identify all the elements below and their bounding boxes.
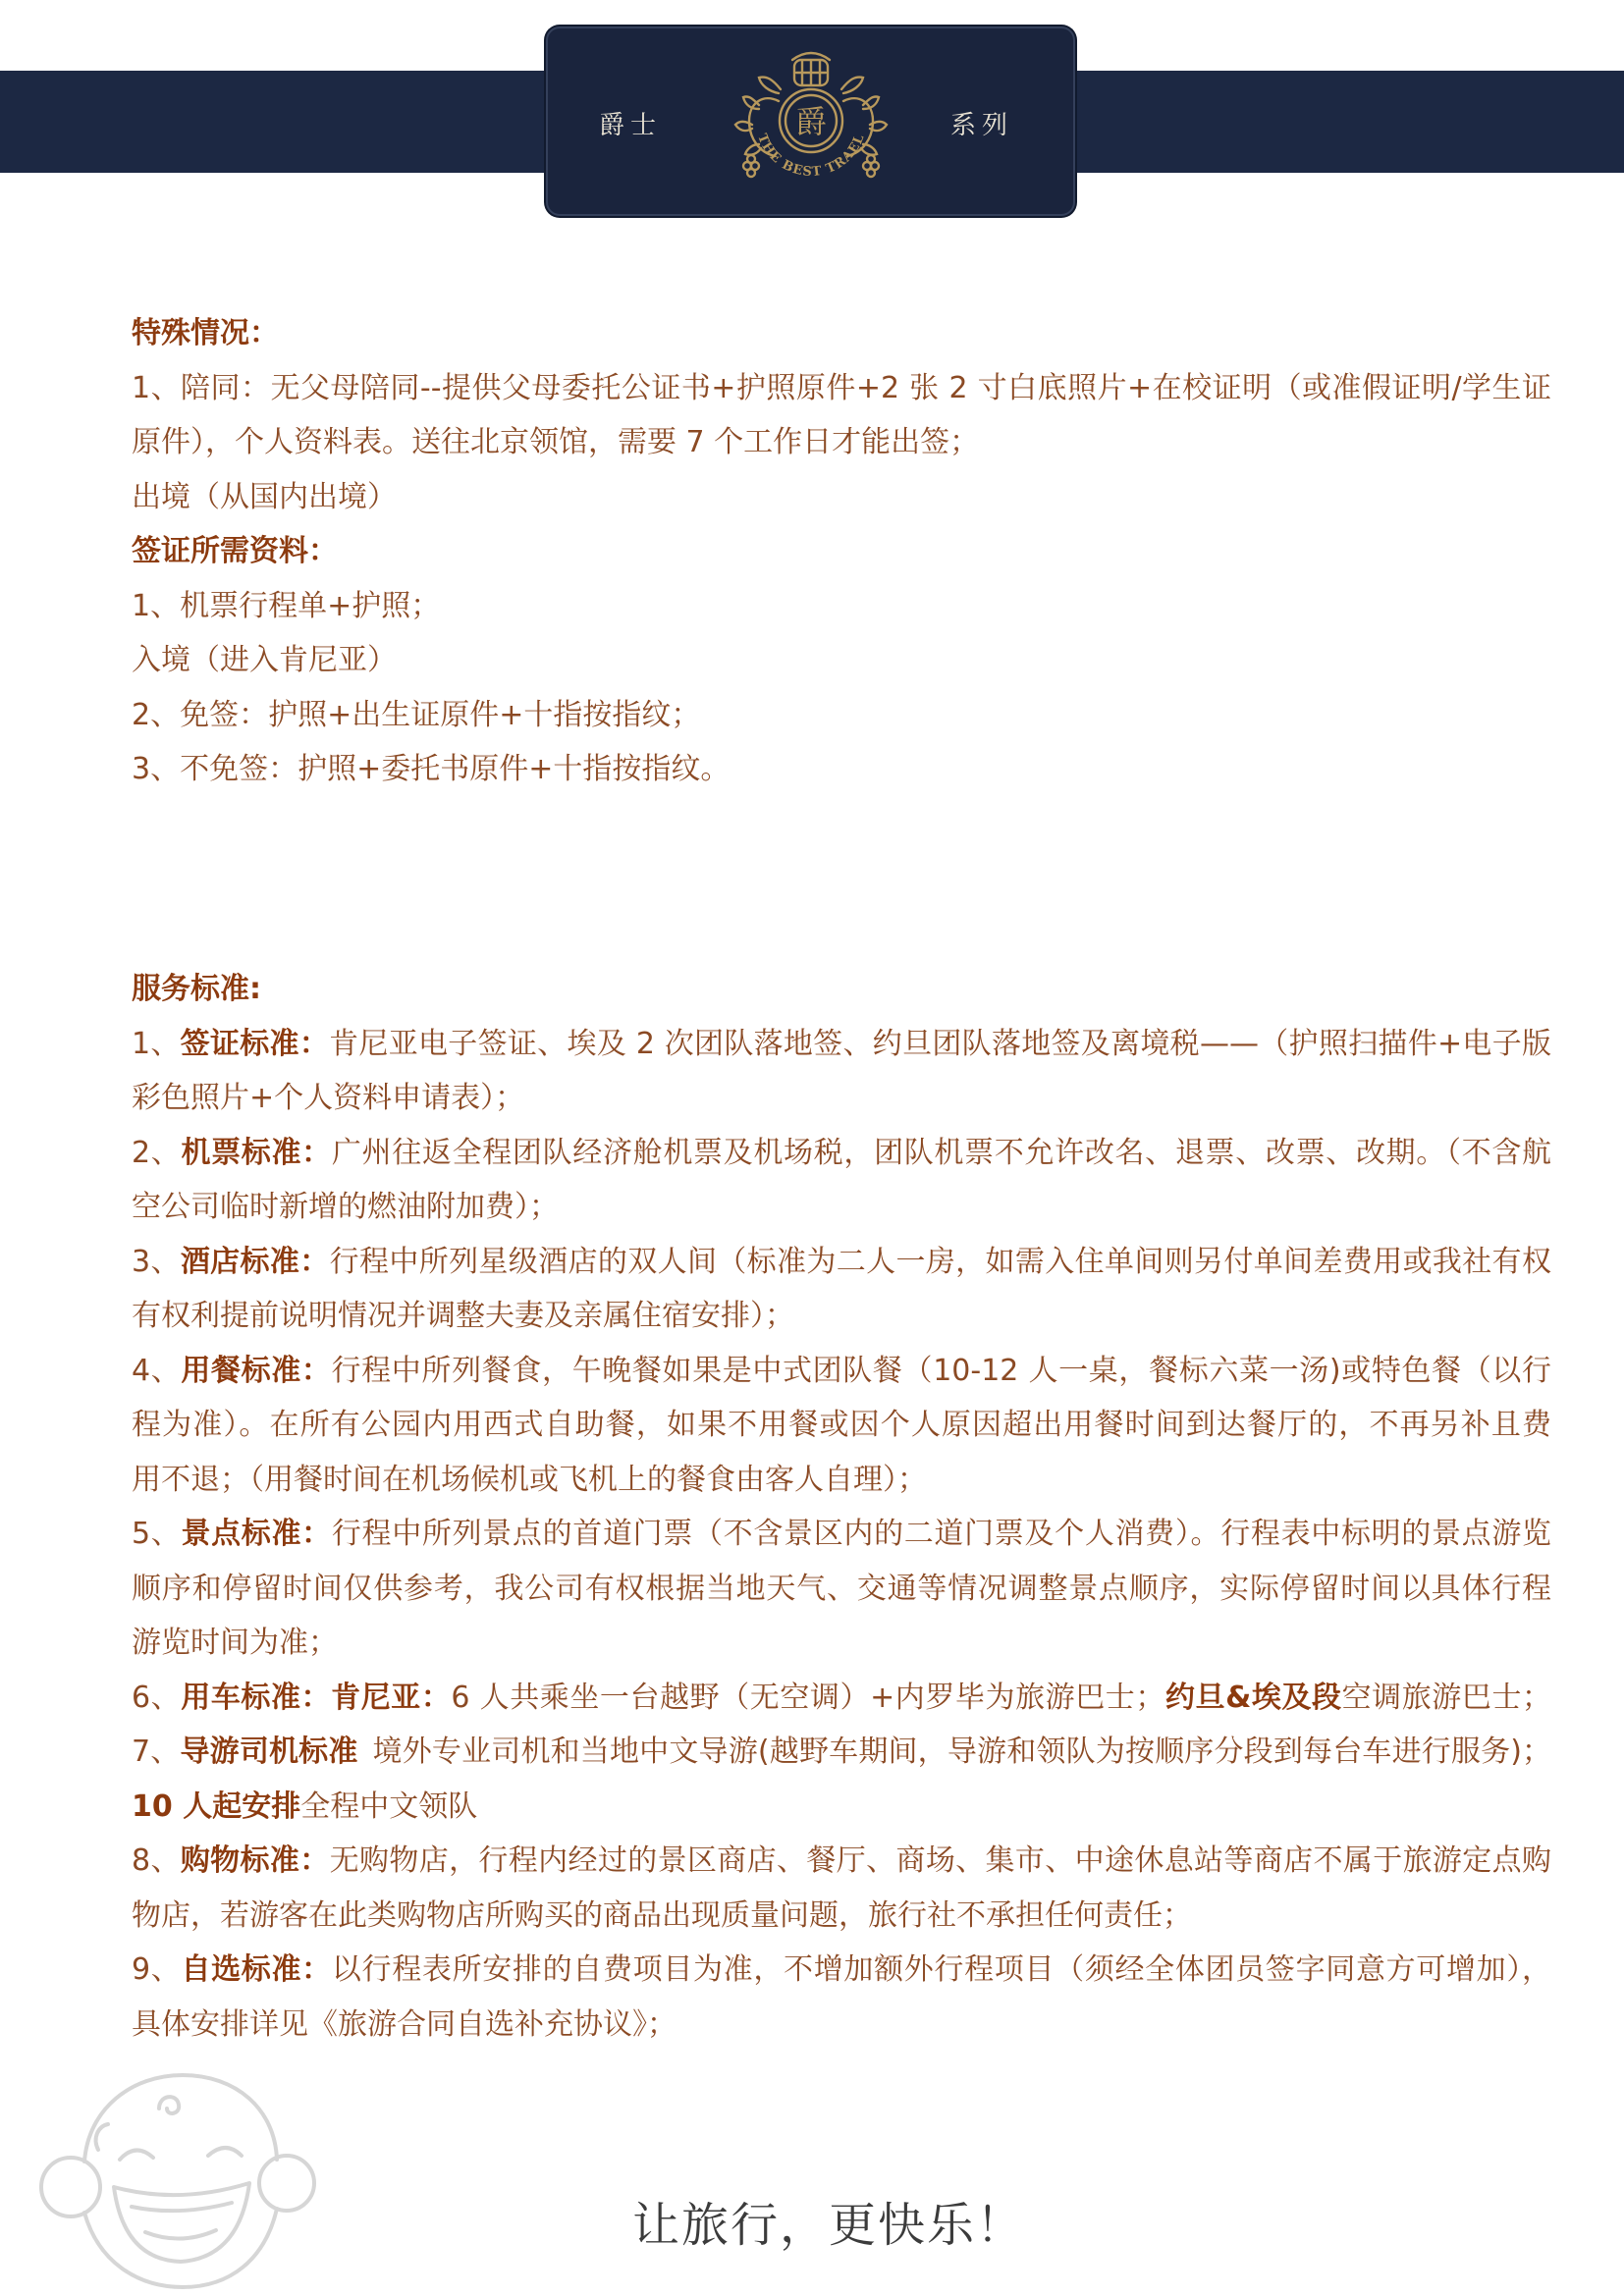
vehicle-text-jordan-egypt: 空调旅游巴士； <box>1341 1680 1551 1715</box>
item-label: 购物标准： <box>180 1843 330 1878</box>
special-conditions-section <box>132 306 1551 797</box>
optional-standard-line-2 <box>132 1998 1551 2053</box>
sight-standard-line-3 <box>132 1616 1551 1671</box>
series-left-label: 爵士 <box>599 111 663 140</box>
exit-title-line <box>132 470 1551 525</box>
logo-emblem-character: 爵 <box>794 103 828 140</box>
item-text: 以行程表所安排的自费项目为准，不增加额外行程项目（须经全体团员签字同意方可增加）， <box>331 1952 1551 1987</box>
item-number: 6、 <box>132 1680 182 1715</box>
item-label: 机票标准： <box>181 1135 332 1170</box>
logo-ring-text-path: THE BEST TRAEL <box>754 132 868 181</box>
accompany-line-1 <box>132 361 1551 416</box>
vehicle-standard-line <box>132 1671 1551 1726</box>
vehicle-text-kenya: 6 人共乘坐一台越野（无空调）+内罗毕为旅游巴士； <box>451 1680 1165 1715</box>
item-text: 游览时间为准； <box>132 1626 338 1660</box>
accompany-number: 1、 <box>132 370 182 405</box>
flight-standard-line-2 <box>132 1180 1551 1235</box>
tour-leader-note-bold: 10 人起安排 <box>132 1789 301 1824</box>
special-conditions-heading-line <box>132 306 1551 361</box>
item-text: 用不退；（用餐时间在机场候机或飞机上的餐食由客人自理）； <box>132 1462 927 1497</box>
item-number: 8、 <box>132 1843 181 1878</box>
entry-title-line <box>132 633 1551 688</box>
optional-standard-line-1 <box>132 1943 1551 1998</box>
brand-logo-emblem <box>720 30 902 213</box>
item-number: 7、 <box>132 1735 181 1769</box>
item-number: 3、 <box>132 1244 181 1279</box>
item-number: 1、 <box>132 1026 181 1061</box>
entry-item-2 <box>132 742 1551 797</box>
series-right-label: 系列 <box>950 111 1014 140</box>
item-text: 程为准）。在所有公园内用西式自助餐，如果不用餐或因个人原因超出用餐时间到达餐厅的，不再另补且费 <box>132 1408 1551 1442</box>
visa-standard-line-1 <box>132 1017 1551 1072</box>
vehicle-region-jordan-egypt: 约旦&埃及段 <box>1164 1680 1342 1715</box>
item-text: 空公司临时新增的燃油附加费）； <box>132 1190 559 1224</box>
accompany-text-2: 原件），个人资料表。送往北京领馆，需要 7 个工作日才能出签； <box>132 425 980 459</box>
service-standards-section <box>132 962 1551 2052</box>
item-label: 签证标准： <box>180 1026 330 1061</box>
vehicle-region-kenya: 肯尼亚： <box>331 1680 452 1715</box>
visa-docs-item <box>132 579 1551 634</box>
item-number: 2、 <box>132 1135 182 1170</box>
footer-slogan: 让旅行，更快乐！ <box>632 2198 1026 2253</box>
flight-standard-line-1 <box>132 1126 1551 1181</box>
item-label: 导游司机标准 <box>180 1735 358 1769</box>
special-conditions-heading: 特殊情况： <box>132 316 279 350</box>
item-text: 肯尼亚电子签证、埃及 2 次团队落地签、约旦团队落地签及离境税——（护照扫描件+电子版 <box>329 1026 1551 1061</box>
sight-standard-line-1 <box>132 1507 1551 1562</box>
item-text: 境外专业司机和当地中文导游(越野车期间，导游和领队为按顺序分段到每台车进行服务)； <box>372 1735 1551 1769</box>
item-text: 物店，若游客在此类购物店所购买的商品出现质量问题，旅行社不承担任何责任； <box>132 1897 1192 1933</box>
item-text: 行程中所列餐食，午晚餐如果是中式团队餐（10-12 人一桌，餐标六菜一汤)或特色餐（以行 <box>331 1353 1551 1388</box>
item-text: 广州往返全程团队经济舱机票及机场税，团队机票不允许改名、退票、改票、改期。（不含航 <box>331 1135 1551 1170</box>
guide-standard-line <box>132 1725 1551 1780</box>
item-text: 无购物店，行程内经过的景区商店、餐厅、商场、集市、中途休息站等商店不属于旅游定点购 <box>329 1843 1551 1878</box>
service-standards-heading-line <box>132 962 1551 1017</box>
sight-standard-line-2 <box>132 1562 1551 1617</box>
item-text: 行程中所列星级酒店的双人间（标准为二人一房，如需入住单间则另付单间差费用或我社有权 <box>329 1244 1551 1279</box>
visa-docs-heading-line <box>132 524 1551 579</box>
visa-docs-heading: 签证所需资料： <box>132 534 338 568</box>
item-text: 顺序和停留时间仅供参考，我公司有权根据当地天气、交通等情况调整景点顺序，实际停留时间以具体行程 <box>132 1571 1551 1606</box>
visa-docs-item-text: 1、机票行程单+护照； <box>132 588 441 623</box>
entry-item-1-text: 2、免签：护照+出生证原件+十指按指纹； <box>132 697 701 732</box>
shopping-standard-line-1 <box>132 1834 1551 1889</box>
visa-standard-line-2 <box>132 1071 1551 1126</box>
entry-title: 入境（进入肯尼亚） <box>132 643 397 677</box>
service-standards-heading: 服务标准: <box>132 972 261 1006</box>
item-text: 具体安排详见《旅游合同自选补充协议》； <box>132 2006 677 2042</box>
mascot-watermark-icon <box>29 2040 324 2293</box>
tour-leader-note-line <box>132 1780 1551 1835</box>
shopping-standard-line-2 <box>132 1889 1551 1944</box>
item-label: 用餐标准： <box>181 1353 332 1388</box>
item-number: 4、 <box>132 1353 182 1388</box>
entry-item-2-text: 3、不免签：护照+委托书原件+十指按指纹。 <box>132 752 731 786</box>
item-label: 自选标准： <box>181 1952 332 1987</box>
meal-standard-line-3 <box>132 1453 1551 1508</box>
item-label: 用车标准： <box>181 1680 332 1715</box>
accompany-text-1: 陪同：无父母陪同--提供父母委托公证书+护照原件+2 张 2 寸白底照片+在校证明（或准假证明/学生证 <box>181 370 1551 405</box>
item-label: 景点标准： <box>181 1517 332 1551</box>
item-number: 9、 <box>132 1952 182 1987</box>
meal-standard-line-2 <box>132 1398 1551 1453</box>
hotel-standard-line-2 <box>132 1289 1551 1344</box>
item-text: 行程中所列景点的首道门票（不含景区内的二道门票及个人消费）。行程表中标明的景点游览 <box>331 1517 1551 1551</box>
accompany-line-2 <box>132 415 1551 470</box>
entry-item-1 <box>132 688 1551 743</box>
exit-title: 出境（从国内出境） <box>132 479 397 514</box>
header-plaque <box>546 27 1075 216</box>
hotel-standard-line-1 <box>132 1235 1551 1290</box>
item-text: 有权利提前说明情况并调整夫妻及亲属住宿安排）； <box>132 1299 794 1333</box>
tour-leader-note-text: 全程中文领队 <box>300 1789 478 1824</box>
item-text: 彩色照片+个人资料申请表）； <box>132 1081 525 1115</box>
item-label: 酒店标准： <box>180 1244 330 1279</box>
item-number: 5、 <box>132 1517 182 1551</box>
meal-standard-line-1 <box>132 1344 1551 1399</box>
